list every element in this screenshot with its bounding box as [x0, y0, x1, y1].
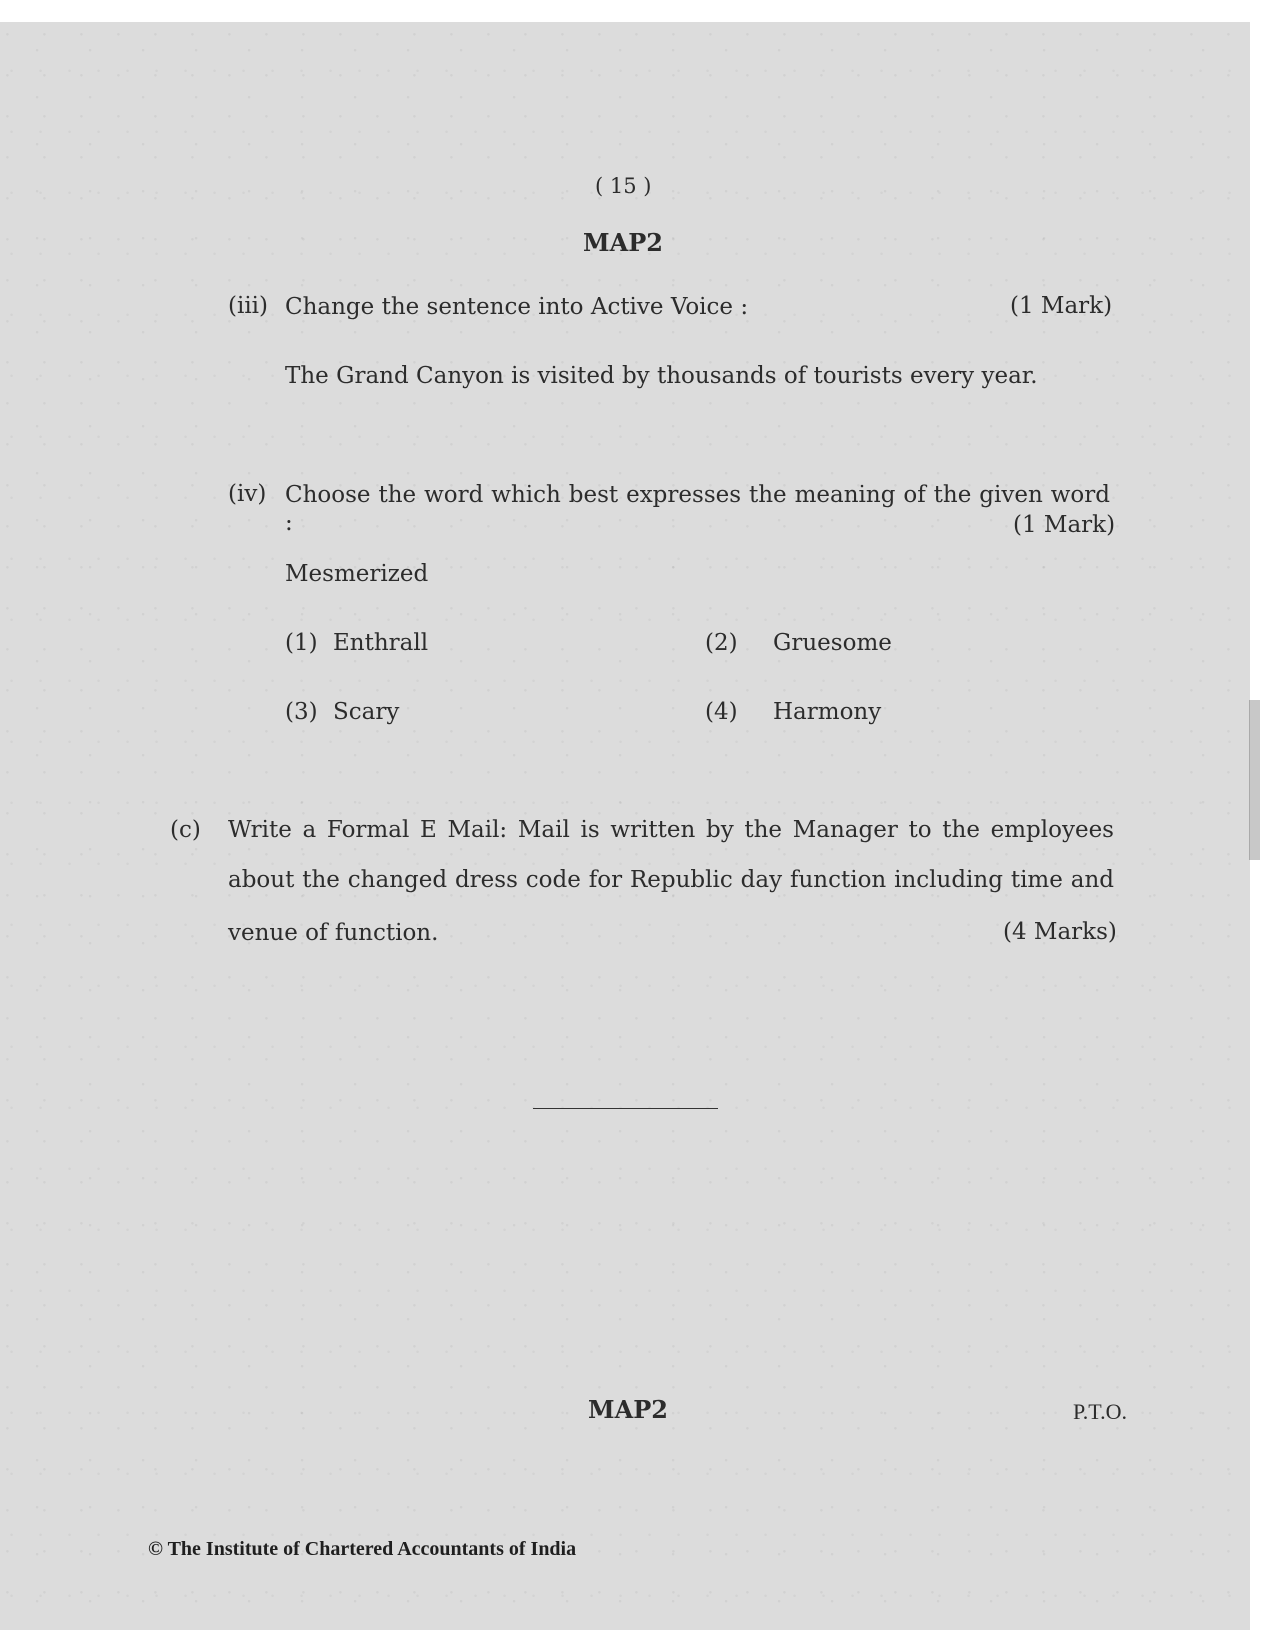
question-iv-marks: (1 Mark) — [1013, 512, 1116, 538]
page-number: ( 15 ) — [595, 174, 652, 198]
question-iii-marks: (1 Mark) — [1010, 293, 1113, 319]
question-iv-number: (iv) — [228, 481, 267, 507]
option-3-number: (3) — [285, 699, 318, 725]
footer-paper-code: MAP2 — [588, 1395, 668, 1424]
question-iii-instruction: Change the sentence into Active Voice : — [285, 294, 749, 320]
option-4-text: Harmony — [773, 699, 882, 725]
option-3-text: Scary — [333, 699, 400, 725]
copyright-notice: © The Institute of Chartered Accountants of India — [148, 1538, 577, 1560]
question-iii-number: (iii) — [228, 293, 269, 319]
paper-code-header: MAP2 — [583, 228, 663, 257]
page-edge — [1249, 700, 1260, 860]
question-iv-word: Mesmerized — [285, 561, 429, 587]
question-iv-instruction: Choose the word which best expresses the meaning of the given word : — [285, 482, 1110, 536]
question-c-marks: (4 Marks) — [1003, 919, 1117, 945]
end-rule — [533, 1108, 718, 1109]
option-1-number: (1) — [285, 630, 318, 656]
question-c-number: (c) — [170, 817, 201, 843]
question-c-text: Write a Formal E Mail: Mail is written by the Manager to the employees about the changed dress code for Republic day function including time and — [228, 817, 1114, 893]
option-2-text: Gruesome — [773, 630, 892, 656]
option-4-number: (4) — [705, 699, 738, 725]
pto-label: P.T.O. — [1073, 1399, 1127, 1424]
option-1-text: Enthrall — [333, 630, 429, 656]
question-c-last-line: venue of function. — [228, 920, 439, 946]
option-2-number: (2) — [705, 630, 738, 656]
question-iii-sentence: The Grand Canyon is visited by thousands of tourists every year. — [285, 363, 1038, 389]
